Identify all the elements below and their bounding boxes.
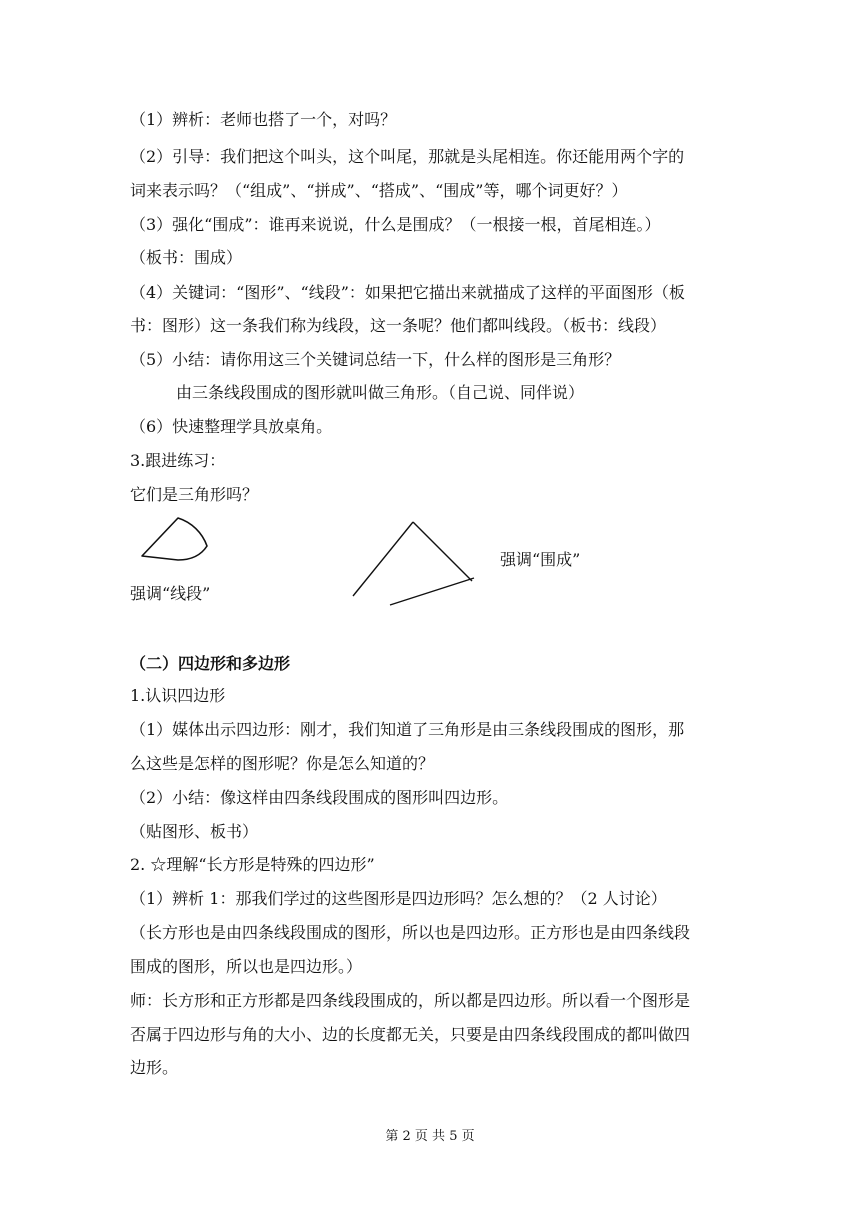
section2-line-12: 边形。: [130, 1058, 179, 1077]
page-footer: 第 2 页 共 5 页: [385, 1129, 475, 1144]
section2-line-3: 么这些是怎样的图形呢？你是怎么知道的？: [130, 754, 435, 773]
section2-line-6: 2. ☆理解“长方形是特殊的四边形”: [130, 855, 375, 874]
section2-line-2: （1）媒体出示四边形：刚才，我们知道了三角形是由三条线段围成的图形，那: [130, 720, 685, 739]
sector-caption: 强调“线段”: [130, 584, 211, 603]
para-line-11: 3.跟进练习：: [130, 451, 226, 470]
para-line-9: 由三条线段围成的图形就叫做三角形。（自己说、同伴说）: [176, 383, 585, 402]
para-line-12: 它们是三角形吗？: [130, 485, 259, 504]
sector-figure: [138, 512, 218, 562]
para-line-7: 书：图形）这一条我们称为线段，这一条呢？他们都叫线段。（板书：线段）: [130, 316, 667, 335]
para-line-6: （4）关键词：“图形”、“线段”：如果把它描出来就描成了这样的平面图形（板: [130, 283, 685, 302]
para-line-10: （6）快速整理学具放桌角。: [130, 417, 333, 436]
para-line-2: （2）引导：我们把这个叫头，这个叫尾，那就是头尾相连。你还能用两个字的: [130, 147, 685, 166]
para-line-8: （5）小结：请你用这三个关键词总结一下，什么样的图形是三角形？: [130, 350, 621, 369]
para-line-3: 词来表示吗？（“组成”、“拼成”、“搭成”、“围成”等，哪个词更好？）: [130, 181, 628, 200]
section2-line-1: 1.认识四边形: [130, 686, 226, 705]
section2-line-8: （长方形也是由四条线段围成的图形，所以也是四边形。正方形也是由四条线段: [130, 923, 691, 942]
section2-line-11: 否属于四边形与角的大小、边的长度都无关，只要是由四条线段围成的都叫做四: [130, 1025, 691, 1044]
section2-line-5: （贴图形、板书）: [130, 822, 259, 841]
para-line-4: （3）强化“围成”：谁再来说说，什么是围成？（一根接一根，首尾相连。）: [130, 215, 661, 234]
open-angle-caption: 强调“围成”: [500, 550, 581, 569]
section2-line-4: （2）小结：像这样由四条线段围成的图形叫四边形。: [130, 788, 509, 807]
para-line-1: （1）辨析：老师也搭了一个，对吗？: [130, 110, 397, 129]
section2-line-10: 师：长方形和正方形都是四条线段围成的，所以都是四边形。所以看一个图形是: [130, 991, 691, 1010]
open-angle-figure: [350, 515, 480, 610]
section2-line-7: （1）辨析 1：那我们学过的这些图形是四边形吗？怎么想的？（2 人讨论）: [130, 889, 667, 908]
section-heading: （二）四边形和多边形: [130, 654, 291, 673]
para-line-5: （板书：围成）: [130, 248, 243, 267]
section2-line-9: 围成的图形，所以也是四边形。）: [130, 957, 363, 976]
